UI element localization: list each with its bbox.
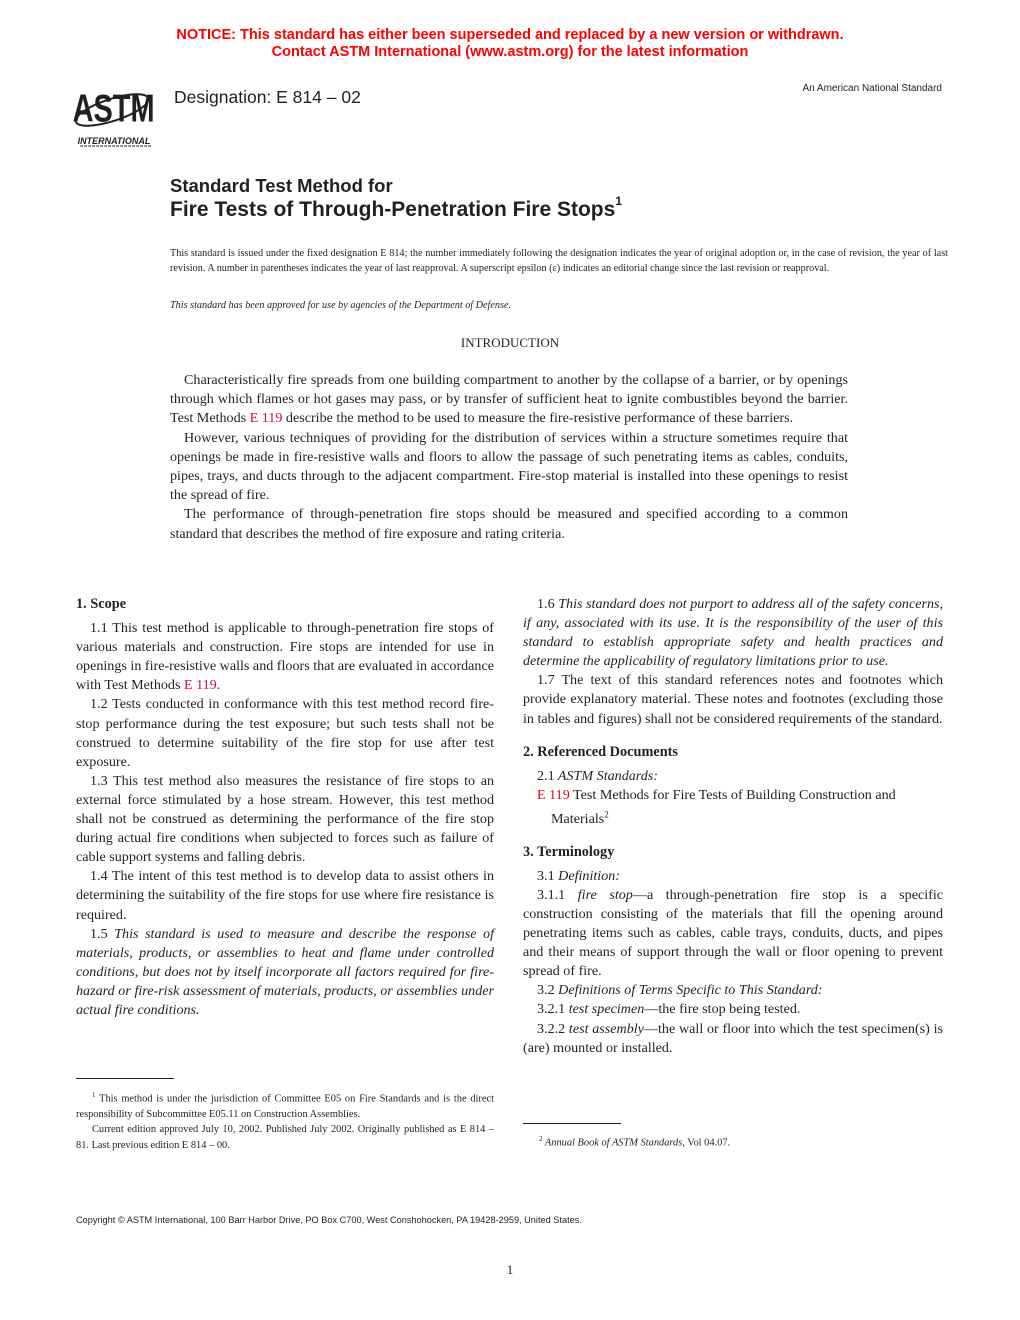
designation: Designation: E 814 – 02: [174, 87, 361, 107]
section-3-2: 3.2 Definitions of Terms Specific to This Standard:: [537, 982, 823, 999]
intro-paragraph-3: The performance of through-penetration fire stops should be measured and specified according to a common standard that describes the method of fire exposure and rating criteria.: [170, 506, 848, 542]
reference-e119: E 119 Test Methods for Fire Tests of Building Construction and Materials$^2$: [537, 786, 896, 827]
title-text: Fire Tests of Through-Penetration Fire Stops: [170, 198, 616, 221]
superseded-notice: [0, 27, 1020, 61]
section-3-1-1: 3.1.1 fire stop—a through-penetration fire stop is a specific construction consisting of the materials that fill the opening around penetrating items such as cables, cable trays, conduits, ducts, and pipes and their means of support through the wall or floor opening to prevent spread of fire.: [523, 886, 943, 980]
astm-logo: [66, 80, 162, 148]
section-1-7: 1.7 The text of this standard references notes and footnotes which provide explanatory material. These notes and footnotes (excluding those in tables and figures) shall not be considered requirements of the standard.: [523, 672, 943, 727]
footnote-1-para-1: $^1$ This method is under the jurisdiction of Committee E05 on Fire Standards and is the direct responsibility of Subcommittee E05.11 on Construction Assemblies.: [76, 1091, 494, 1120]
issued-note: This standard is issued under the fixed designation E 814; the number immediately following the designation indicates the year of original adoption or, in the case of revision, the year of last revision. A number in parentheses indicates the year of last reapproval. A superscript epsilon (ε) indicates an editorial change since the last revision or reapproval.: [170, 248, 948, 274]
section-2-1: 2.1 ASTM Standards:: [537, 767, 658, 784]
section-heading-terminology: 3. Terminology: [523, 843, 615, 860]
right-column: [523, 595, 943, 1058]
footnote-2: $^2$ Annual Book of ASTM Standards, Vol 04.07.: [539, 1135, 731, 1149]
title-line-1: Standard Test Method for: [170, 175, 393, 196]
section-1-3: 1.3 This test method also measures the resistance of fire stops to an external force stimulated by a hose stream. However, this test method shall not be construed as determining the performance of the fire stop during actual fire conditions when subjected to forces such as failure of cable support systems and falling debris.: [76, 772, 494, 866]
section-1-6: 1.6 This standard does not purport to address all of the safety concerns, if any, associated with its use. It is the responsibility of the user of this standard to establish appropriate safety and health practices and determine the applicability of regulatory limitations prior to use.: [523, 596, 943, 670]
page-number: 1: [506, 1262, 514, 1277]
intro-paragraph-1: Characteristically fire spreads from one building compartment to another by the collapse of a barrier, or by openings through which flames or hot gases may pass, or by transfer of sufficient heat to ignite combustibles beyond the barrier. Test Methods E 119 describe the method to be used to measure the fire-resistive performance of these barriers.: [170, 372, 848, 427]
left-column: [76, 595, 494, 1020]
section-3-1: 3.1 Definition:: [537, 867, 620, 884]
introduction-heading: INTRODUCTION: [460, 335, 560, 350]
svg-text:ASTM: ASTM: [72, 87, 155, 131]
dod-note: This standard has been approved for use by agencies of the Department of Defense.: [170, 300, 512, 311]
footnote-1: [76, 1088, 494, 1153]
title-footnote-mark: 1: [615, 194, 622, 208]
section-1-5: 1.5 This standard is used to measure and describe the response of materials, products, or assemblies to heat and flame under controlled conditions, but does not by itself incorporate all factors required for fire-hazard or fire-risk assessment of materials, products, or assemblies under actual fire conditions.: [76, 925, 494, 1018]
e119-link[interactable]: E 119: [183, 677, 217, 694]
footnote-rule-right: [523, 1123, 621, 1124]
section-3-2-2: 3.2.2 test assembly—the wall or floor into which the test specimen(s) is (are) mounted or installed.: [523, 1020, 943, 1056]
intro-paragraph-2: However, various techniques of providing for the distribution of services within a structure sometimes require that openings be made in fire-resistive walls and floors to allow the passage of such penetrating items as cables, conduits, pipes, trays, and ducts through to the adjacent compartment. Fire-stop material is installed into these openings to resist the spread of fire.: [170, 429, 848, 504]
e119-link[interactable]: E 119: [537, 786, 570, 803]
national-standard-label: An American National Standard: [802, 83, 942, 94]
section-3-2-1: 3.2.1 test specimen—the fire stop being tested.: [537, 1001, 801, 1018]
section-heading-referenced-documents: 2. Referenced Documents: [523, 743, 678, 760]
section-1-4: 1.4 The intent of this test method is to develop data to assist others in determining the suitability of the fire stops for use where fire resistance is required.: [76, 868, 494, 923]
section-1-1: 1.1 This test method is applicable to through-penetration fire stops of various materials and construction. Fire stops are intended for use in openings in fire-resistive walls and floors that are evaluated in accordance with Test Methods E 119.: [76, 620, 494, 694]
copyright: Copyright © ASTM International, 100 Barr Harbor Drive, PO Box C700, West Conshohocken, PA 19428-2959, United States.: [76, 1215, 582, 1225]
introduction: [170, 371, 848, 544]
section-heading-scope: 1. Scope: [76, 596, 127, 612]
notice-line-2: Contact ASTM International (www.astm.org) for the latest information: [271, 44, 749, 60]
svg-text:INTERNATIONAL: INTERNATIONAL: [77, 136, 151, 146]
e119-link[interactable]: E 119: [249, 410, 283, 427]
footnote-1-para-2: Current edition approved July 10, 2002. Published July 2002. Originally published as E 814 – 81. Last previous edition E 814 – 00.: [76, 1124, 494, 1151]
astm-logo-icon: [66, 80, 162, 148]
section-1-2: 1.2 Tests conducted in conformance with this test method record fire-stop performance during the test exposure; but such tests shall not be construed to determine suitability of the fire stop for use after test exposure.: [76, 696, 494, 770]
footnote-rule-left: [76, 1078, 174, 1079]
notice-line-1: NOTICE: This standard has either been superseded and replaced by a new version or withdrawn.: [176, 27, 844, 43]
title-line-2: [170, 194, 622, 222]
